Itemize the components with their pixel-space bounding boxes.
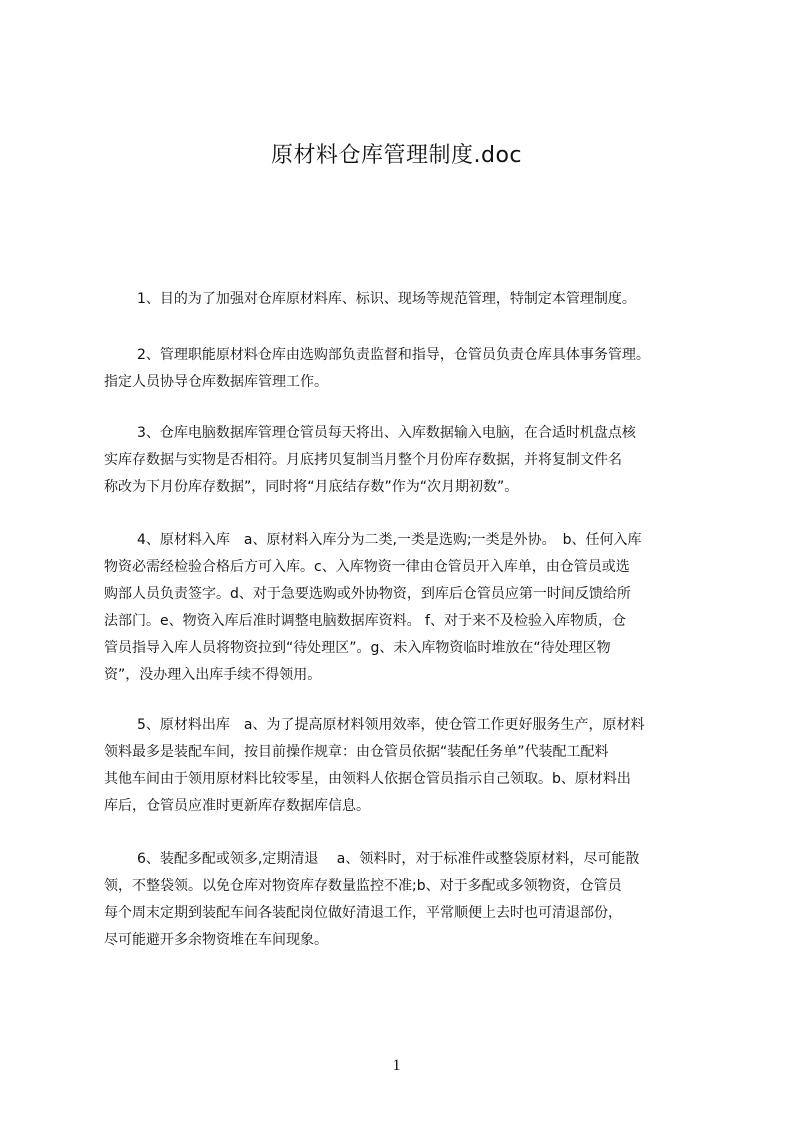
paragraph-computer-database bbox=[104, 420, 722, 501]
paragraph-line: 资”，没办理入出库手续不得领用。 bbox=[104, 667, 322, 683]
paragraph-line: 3、仓库电脑数据库管理仓管员每天将出、入库数据输入电脑，在合适时机盘点核 bbox=[137, 425, 636, 441]
document-title: 原材料仓库管理制度.doc bbox=[270, 143, 522, 168]
paragraph-line: 称改为下月份库存数据”，同时将“月底结存数”作为“次月期初数”。 bbox=[104, 479, 519, 495]
paragraph-line: 物资必需经检验合格后方可入库。c、入库物资一律由仓管员开入库单，由仓管员或选 bbox=[104, 559, 630, 575]
paragraph-line: 实库存数据与实物是否相符。月底拷贝复制当月整个月份库存数据，并将复制文件名 bbox=[104, 452, 622, 468]
paragraph-line: 购部人员负责签字。d、对于急要选购或外协物资，到库后仓管员应第一时间反馈给所 bbox=[104, 586, 631, 602]
paragraph-line: 领料最多是装配车间，按目前操作规章：由仓管员依据“装配任务单”代装配工配料 bbox=[104, 744, 609, 760]
paragraph-line: 其他车间由于领用原材料比较零星，由领料人依据仓管员指示自己领取。b、原材料出 bbox=[104, 771, 631, 787]
paragraph-line: 1、目的为了加强对仓库原材料库、标识、现场等规范管理，特制定本管理制度。 bbox=[137, 291, 636, 307]
paragraph-outbound bbox=[104, 712, 722, 820]
paragraph-line: 6、装配多配或领多,定期清退 a、领料时，对于标准件或整袋原材料，尽可能散 bbox=[137, 851, 640, 867]
paragraph-line: 5、原材料出库 a、为了提高原材料领用效率，使仓管工作更好服务生产，原材料 bbox=[137, 717, 645, 733]
page-number: 1 bbox=[392, 1057, 401, 1074]
paragraph-line: 领，不整袋领。以免仓库对物资库存数量监控不准;b、对于多配或多领物资，仓管员 bbox=[104, 878, 622, 894]
paragraph-line: 法部门。e、物资入库后准时调整电脑数据库资料。 f、对于来不及检验入库物质，仓 bbox=[104, 613, 626, 629]
paragraph-line: 库后，仓管员应准时更新库存数据库信息。 bbox=[104, 798, 370, 814]
paragraph-line: 尽可能避开多余物资堆在车间现象。 bbox=[104, 932, 328, 948]
paragraph-inbound bbox=[104, 527, 722, 689]
paragraph-returns bbox=[104, 846, 722, 954]
paragraph-management-duties bbox=[104, 342, 722, 396]
paragraph-line: 2、管理职能原材料仓库由选购部负责监督和指导，仓管员负责仓库具体事务管理。 bbox=[137, 347, 650, 363]
paragraph-line: 指定人员协导仓库数据库管理工作。 bbox=[104, 374, 328, 390]
paragraph-line: 每个周末定期到装配车间各装配岗位做好清退工作，平常顺便上去时也可清退部份， bbox=[104, 905, 622, 921]
paragraph-purpose bbox=[104, 286, 722, 313]
paragraph-line: 4、原材料入库 a、原材料入库分为二类,一类是选购;一类是外协。 b、任何入库 bbox=[137, 532, 642, 548]
paragraph-line: 管员指导入库人员将物资拉到“待处理区”。g、未入库物资临时堆放在“待处理区物 bbox=[104, 640, 611, 656]
